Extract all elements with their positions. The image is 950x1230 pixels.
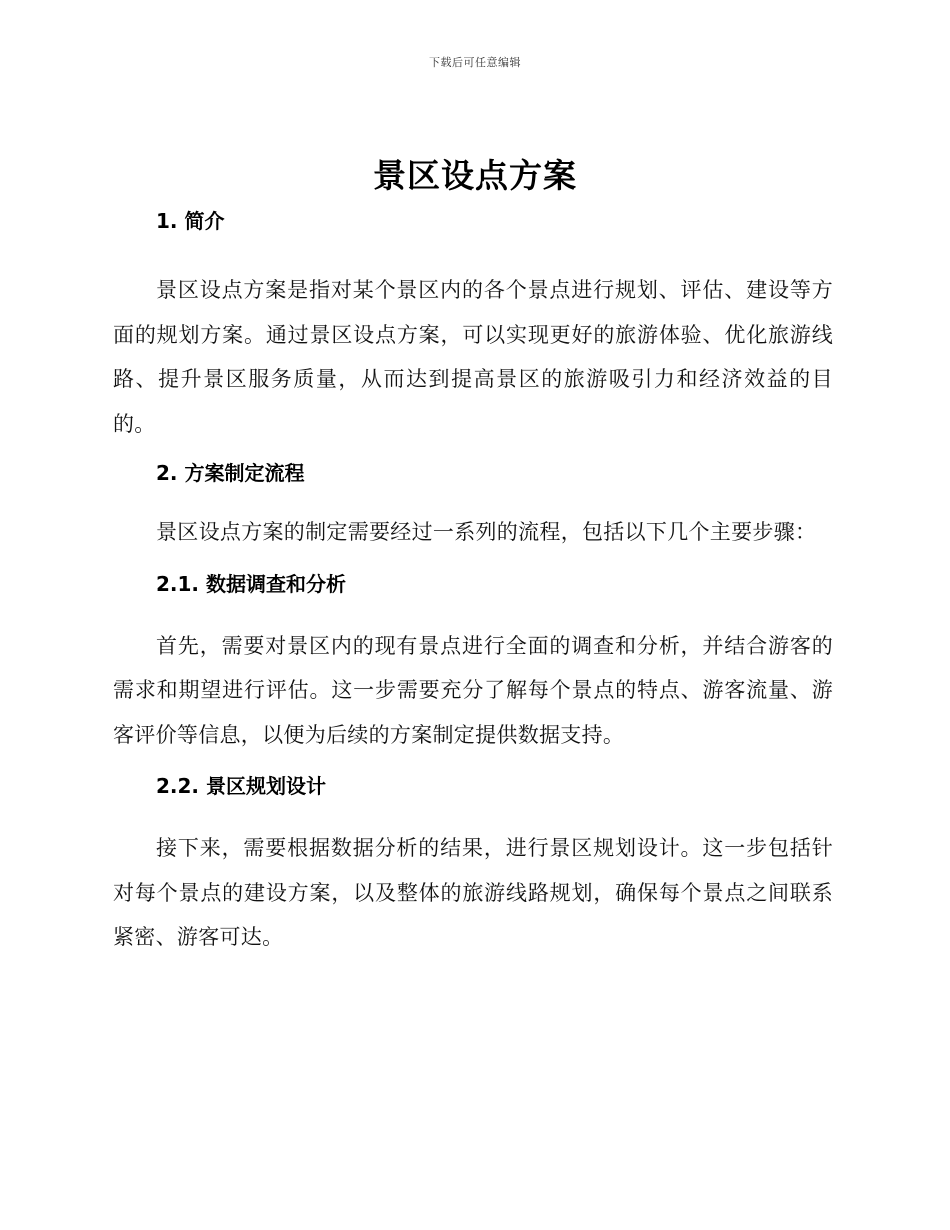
paragraph-planning-design: 接下来，需要根据数据分析的结果，进行景区规划设计。这一步包括针对每个景点的建设方案，以及整体的旅游线路规划，确保每个景点之间联系紧密、游客可达。 <box>113 836 833 949</box>
section-heading-process: 2. 方案制定流程 <box>156 461 305 485</box>
subsection-heading-data-survey: 2.1. 数据调查和分析 <box>156 571 346 596</box>
document-body <box>113 204 833 960</box>
page-title: 景区设点方案 <box>373 156 577 195</box>
section-heading-intro: 1. 简介 <box>156 209 225 233</box>
header-watermark: 下载后可任意编辑 <box>429 56 521 69</box>
paragraph-data-survey: 首先，需要对景区内的现有景点进行全面的调查和分析，并结合游客的需求和期望进行评估。这一步需要充分了解每个景点的特点、游客流量、游客评价等信息，以便为后续的方案制定提供数据支持。 <box>113 633 833 747</box>
paragraph-intro: 景区设点方案是指对某个景区内的各个景点进行规划、评估、建设等方面的规划方案。通过景区设点方案，可以实现更好的旅游体验、优化旅游线路、提升景区服务质量，从而达到提高景区的旅游吸引力和经济效益的目的。 <box>113 278 833 436</box>
subsection-heading-planning-design: 2.2. 景区规划设计 <box>156 774 326 798</box>
paragraph-process: 景区设点方案的制定需要经过一系列的流程，包括以下几个主要步骤： <box>156 520 817 544</box>
